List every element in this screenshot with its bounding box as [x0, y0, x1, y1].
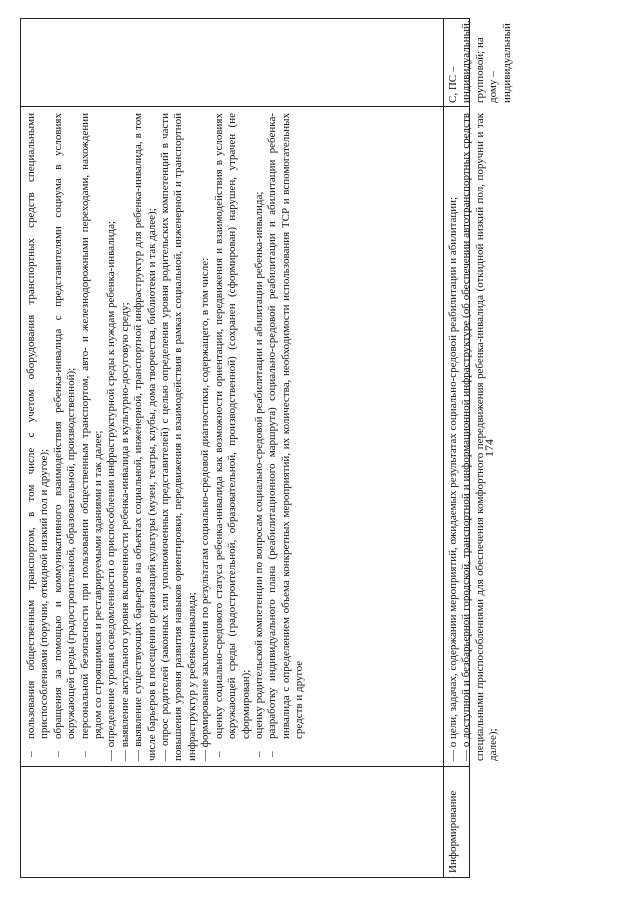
- upper-content-cell: [25, 113, 439, 761]
- form-of-service-cell: [447, 19, 513, 103]
- list-item: – оценку родительской компетенции по вопросам социально-средовой реабилитации и абилитации ребенка-инвалида;: [252, 191, 265, 757]
- service-name-cell: [447, 769, 471, 873]
- paragraph: — о доступной и безбарьерной городской, транспортной и информационной инфраструктуре (об обеспечении автотранспортных средств специальными приспособлениями для обеспечения комфортного передвижения ребенка-инвалида (откидной низкий пол, поручни и так далее);: [460, 113, 500, 761]
- list-item: – персональной безопасности при пользовании общественным транспортом, авто- и железнодорожными переходами, нахождении рядом со строящимися и реставрируемыми зданиями и так далее;: [78, 113, 105, 757]
- paragraph: — выявление актуального уровня включенности ребенка-инвалида в культурно-досуговую среду;: [118, 302, 131, 761]
- service-name: Информирование: [447, 790, 459, 873]
- list-item: – обращения за помощью и коммуникативного взаимодействия ребенка-инвалида с представителями социума в условиях окружающей среды (градостроительной, образовательной, производственной);: [51, 113, 78, 757]
- column-divider: [21, 766, 469, 767]
- column-divider: [21, 106, 469, 107]
- rotated-document-page: [20, 18, 620, 878]
- form-of-service: С, ПС – индивидуальный, групповой; на дому – индивидуальный: [447, 20, 513, 103]
- list-item: – пользования общественным транспортом, в том числе с учетом оборудования транспортных средств специальными приспособлениями (поручни, откидной низкий пол и другое);: [25, 113, 51, 757]
- paragraph: — формирование заключения по результатам социально-средовой диагностики, содержащего, в том числе:: [199, 257, 212, 761]
- paragraph: — определение уровня осведомленности о приспособлении инфраструктурной среды к нуждам ребенка-инвалида;: [105, 220, 118, 761]
- paragraph: — о цели, задачах, содержании мероприятий, ожидаемых результатах социально-средовой реабилитации и абилитации;: [447, 196, 459, 761]
- list-item: – оценку социально-средового статуса ребенка-инвалида как возможности ориентации, передвижения и взаимодействия в условиях окружающей среды (градостроительной, образовательной, производственной) (сохранен (сформирован) нарушен, утрачен (не сформирован);: [212, 113, 252, 757]
- paragraph: — выявление существующих барьеров на объектах социальной, инженерной, транспортной инфраструктур для ребенка-инвалида, в том числе барьеров в посещении организаций культуры (музеи, театры, клубы, дома творчества, библиотеки и так далее);: [132, 113, 158, 761]
- list-item: – разработку индивидуального плана (реабилитационного маршрута) социально-средовой реабилитации и абилитации ребенка-инвалида с определением объема конкретных мероприятий, их количества, необходимости использования ТСР и вспомогательных средств и другое: [266, 113, 306, 757]
- row-divider: [443, 19, 444, 877]
- paragraph: — опрос родителей (законных или уполномоченных представителей) с целью определения уровня родительских компетенций в части повышения уровня развития навыков ориентировки, передвижения и взаимодействия в рамках социальной, инженерной и транспортной инфраструктур у ребенка-инвалида;: [159, 113, 198, 761]
- page-number: 174: [482, 439, 496, 457]
